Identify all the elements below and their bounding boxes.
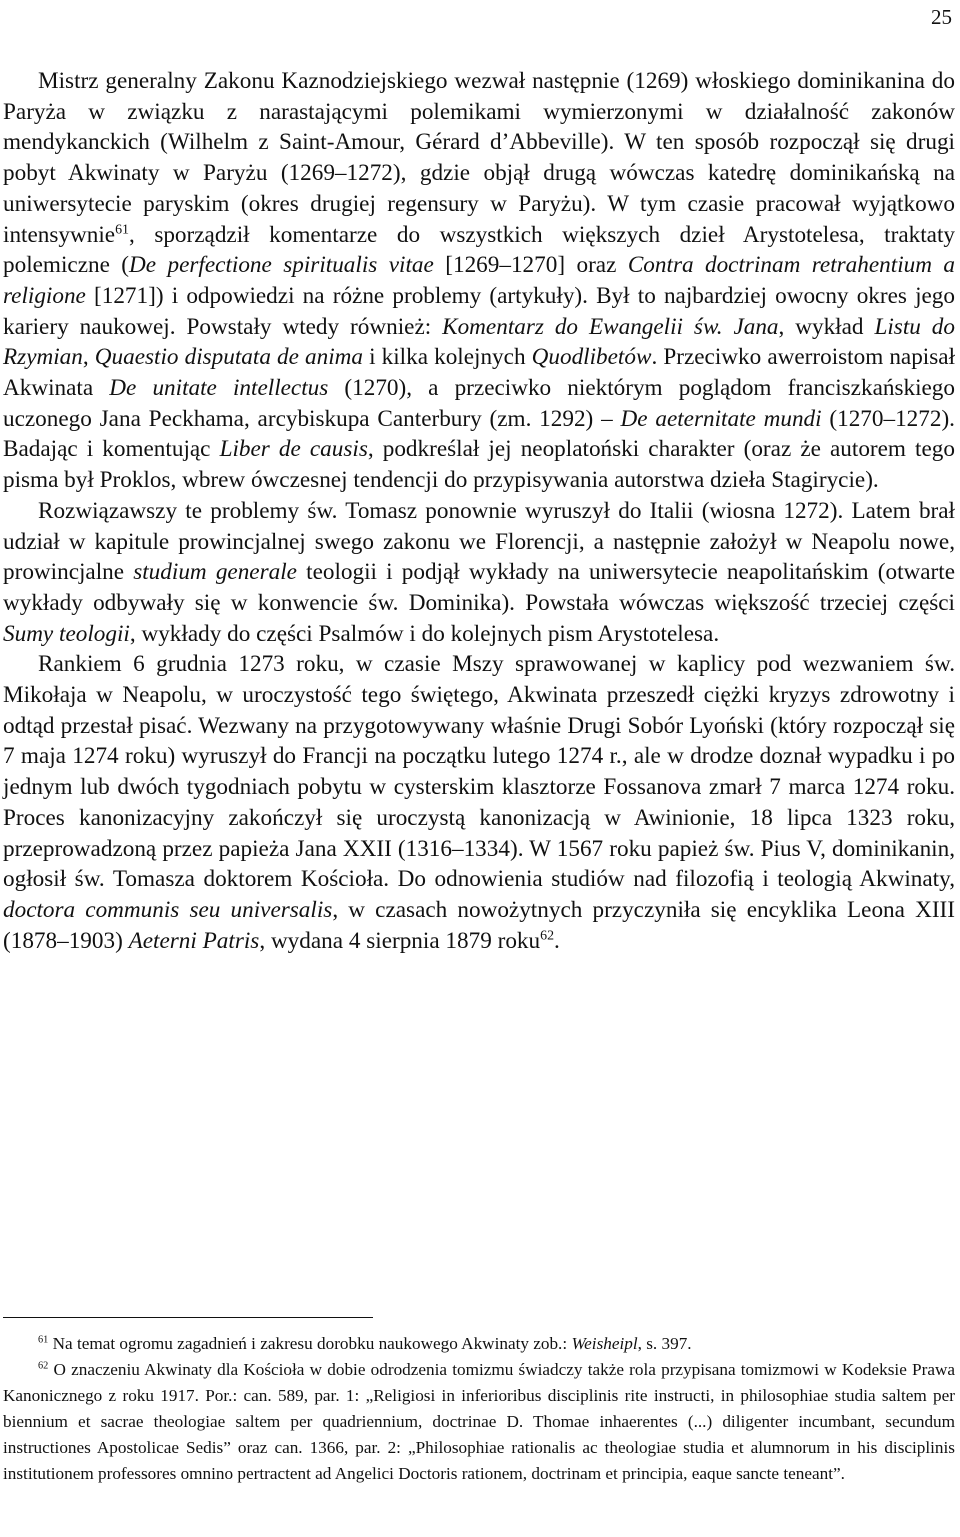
footnotes	[3, 1331, 955, 1487]
italic-text: Aeterni Patris	[128, 927, 260, 954]
footnote-separator	[3, 1317, 373, 1318]
italic-text: Sumy teologii	[3, 620, 130, 647]
footnote-marker: 62	[38, 1360, 49, 1372]
italic-text: doctora communis seu universalis	[3, 896, 333, 923]
paragraph	[3, 649, 955, 956]
italic-text: Quaestio disputata de anima	[94, 344, 363, 371]
footnote-marker: 61	[38, 1334, 49, 1346]
text-run: [1269–1270] oraz	[433, 252, 628, 279]
text-run: Rankiem 6 grudnia 1273 roku, w czasie Mszy sprawowanej w kaplicy pod wezwaniem św. Mikołaja w Neapolu, w uroczystość tego świętego, Akwinata przeszedł ciężki kryzys zdrowotny i odtąd przestał pisać. Wezwany na przygotowywany właśnie Drugi Sobór Lyoński (który rozpoczął się 7 maja 1274 roku) wyruszył do Francji na początku lutego 1274 r., ale w drodze doznał wypadku i po jednym lub dwóch tygodniach pobytu w cysterskim klasztorze Fossanova zmarł 7 marca 1274 roku. Proces kanonizacyjny zakończył się uroczystą kanonizacją w Awinionie, 18 lipca 1323 roku, przeprowadzoną przez papieża Jana XXII (1316–1334). W 1567 roku papież św. Pius V, dominikanin, ogłosił św. Tomasza doktorem Kościoła. Do odnowienia studiów nad filozofią i teologią Akwinaty,	[3, 651, 955, 893]
footnote-marker: 61	[115, 221, 129, 237]
paragraph	[3, 496, 955, 650]
text-run: Na temat ogromu zagadnień i zakresu dorobku naukowego Akwinaty zob.:	[48, 1334, 572, 1353]
text-run: , s. 397.	[637, 1334, 692, 1353]
paragraph	[3, 66, 955, 496]
footnote-marker: 62	[540, 927, 555, 943]
italic-text: Quodlibetów	[531, 344, 652, 371]
italic-text: De aeternitate mundi	[620, 405, 822, 432]
main-text	[3, 66, 955, 956]
footnote	[3, 1331, 955, 1357]
footnote	[3, 1357, 955, 1487]
text-run: (1270–1272). Badając i komentując	[3, 405, 955, 463]
italic-text: De perfectione spiritualis vitae	[129, 252, 434, 279]
italic-text: Liber de causis	[219, 436, 368, 463]
text-run: ,	[82, 344, 95, 371]
text-run: teologii i podjął wykłady na uniwersytecie neapolitańskim (otwarte wykłady odbywały się w konwencie św. Dominika). Powstała wówczas większość trzeciej części	[3, 559, 955, 616]
italic-text: Listu do Rzymian	[3, 313, 955, 371]
text-run: , wykłady do części Psalmów i do kolejnych pism Arystotelesa.	[129, 620, 720, 647]
italic-text: Komentarz do Ewangelii św. Jana	[442, 313, 779, 340]
text-run: Rozwiązawszy te problemy św. Tomasz ponownie wyruszył do Italii (wiosna 1272). Latem brał udział w kapitule prowincjalnej swego zakonu we Florencji, a następnie założył w Neapolu nowe, prowincjalne	[3, 497, 955, 586]
text-run: , podkreślał jej neoplatoński charakter (oraz że autorem tego pisma był Proklos, wbrew ówczesnej tendencji do przypisywania autorstwa dzieła Stagirycie).	[3, 436, 955, 494]
text-run: O znaczeniu Akwinaty dla Kościoła w dobie odrodzenia tomizmu świadczy także rola przypisana tomizmowi w Kodeksie Prawa Kanonicznego z roku 1917. Por.: can. 589, par. 1: „Religiosi in inferioribus disciplinis rite instructi, in philosophiae studia saltem per biennium et sacrae theologiae saltem per quadriennium, doctrinae D. Thomae inhaerentes (...) diligenter incumbant, secundum instructiones Apostolicae Sedis” oraz can. 1366, par. 2: „Philosophiae rationalis ac theologiae studia et alumnorum in his disciplinis institutionem professores omnino pertractent ad Angelici Doctoris rationem, doctrinam et principia, eaque sancte teneant”.	[3, 1360, 955, 1483]
text-run: , w czasach nowożytnych przyczyniła się encyklika Leona XIII (1878–1903)	[3, 896, 955, 954]
text-run: (1270), a przeciwko niektórym poglądom franciszkańskiego uczonego Jana Peckhama, arcybiskupa Canterbury (zm. 1292) –	[3, 375, 955, 432]
text-run: , wykład	[778, 313, 875, 340]
italic-text: Contra doctrinam retrahentium a religione	[3, 252, 956, 309]
italic-text: De unitate intellectus	[109, 375, 329, 402]
text-run: , sporządził komentarze do wszystkich większych dzieł Arystotelesa, traktaty polemiczne (	[3, 221, 955, 279]
text-run: . Przeciwko awerroistom napisał Akwinata	[3, 344, 956, 402]
text-run: Mistrz generalny Zakonu Kaznodziejskiego wezwał następnie (1269) włoskiego dominikanina do Paryża w związku z narastającymi polemikami wymierzonymi w działalność zakonów mendykanckich (Wilhelm z Saint-Amour, Gérard d’Abbeville). W ten sposób rozpoczął się drugi pobyt Akwinaty w Paryżu (1269–1272), gdzie objął drugą wówczas katedrę dominikańską na uniwersytecie paryskim (okres drugiej regensury w Paryżu). W tym czasie pracował wyjątkowo intensywnie	[3, 68, 955, 248]
page-number: 25	[931, 5, 952, 29]
text-run: [1271]) i odpowiedzi na różne problemy (artykuły). Był to najbardziej owocny okres jego kariery naukowej. Powstały wtedy również:	[3, 282, 955, 340]
text-run: , wydana 4 sierpnia 1879 roku	[259, 927, 541, 954]
text-run: i kilka kolejnych	[362, 344, 532, 371]
italic-text: studium generale	[133, 559, 297, 586]
text-run: .	[554, 927, 560, 954]
italic-text: Weisheipl	[571, 1334, 638, 1353]
